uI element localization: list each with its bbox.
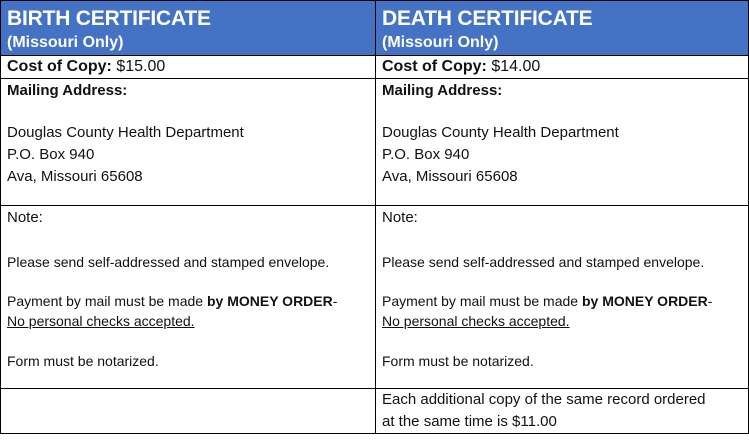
additional-copy-row bbox=[1, 389, 749, 434]
birth-additional-cell bbox=[1, 389, 376, 434]
birth-mailing-label: Mailing Address: bbox=[7, 82, 128, 99]
death-mailing-label: Mailing Address: bbox=[382, 82, 503, 99]
death-note-label: Note: bbox=[382, 209, 418, 226]
death-notarized-note: Form must be notarized. bbox=[382, 353, 534, 369]
birth-envelope-note: Please send self-addressed and stamped envelope. bbox=[7, 254, 330, 270]
cost-row bbox=[1, 56, 749, 79]
birth-cost-cell bbox=[1, 56, 376, 79]
birth-certificate-header bbox=[1, 1, 376, 56]
death-notes-cell bbox=[376, 206, 749, 389]
birth-address-line2: P.O. Box 940 bbox=[7, 146, 95, 163]
birth-payment-bold: by MONEY ORDER bbox=[206, 293, 333, 309]
death-address bbox=[382, 122, 742, 188]
birth-address bbox=[7, 122, 369, 188]
death-additional-line1: Each additional copy of the same record ordered bbox=[382, 391, 706, 408]
header-row bbox=[1, 1, 749, 56]
birth-address-line3: Ava, Missouri 65608 bbox=[7, 168, 143, 185]
death-payment-dash: - bbox=[707, 293, 713, 309]
death-no-checks: No personal checks accepted. bbox=[382, 313, 570, 329]
death-payment-prefix: Payment by mail must be made bbox=[382, 293, 582, 309]
mailing-row bbox=[1, 79, 749, 206]
death-envelope-note: Please send self-addressed and stamped envelope. bbox=[382, 254, 705, 270]
birth-certificate-subtitle: (Missouri Only) bbox=[7, 34, 124, 51]
death-address-line3: Ava, Missouri 65608 bbox=[382, 168, 518, 185]
death-cost-label: Cost of Copy: bbox=[382, 58, 487, 75]
birth-payment-dash: - bbox=[332, 293, 338, 309]
birth-notes-cell bbox=[1, 206, 376, 389]
death-mailing-cell bbox=[376, 79, 749, 206]
death-address-line2: P.O. Box 940 bbox=[382, 146, 470, 163]
death-payment-note bbox=[382, 291, 742, 331]
notes-row bbox=[1, 206, 749, 389]
death-certificate-subtitle: (Missouri Only) bbox=[382, 34, 499, 51]
death-additional-cell bbox=[376, 389, 749, 434]
birth-note-label: Note: bbox=[7, 209, 43, 226]
death-cost-value: $14.00 bbox=[486, 58, 541, 75]
birth-notarized-note: Form must be notarized. bbox=[7, 353, 159, 369]
birth-payment-note bbox=[7, 291, 369, 331]
birth-cost-value: $15.00 bbox=[111, 58, 166, 75]
birth-payment-prefix: Payment by mail must be made bbox=[7, 293, 207, 309]
death-additional-line2: at the same time is $11.00 bbox=[382, 413, 557, 430]
death-address-line1: Douglas County Health Department bbox=[382, 124, 619, 141]
death-payment-bold: by MONEY ORDER bbox=[581, 293, 708, 309]
birth-certificate-title: BIRTH CERTIFICATE bbox=[7, 7, 211, 30]
death-certificate-title: DEATH CERTIFICATE bbox=[382, 7, 593, 30]
birth-cost-label: Cost of Copy: bbox=[7, 58, 112, 75]
death-cost-cell bbox=[376, 56, 749, 79]
birth-mailing-cell bbox=[1, 79, 376, 206]
birth-no-checks: No personal checks accepted. bbox=[7, 313, 195, 329]
death-certificate-header bbox=[376, 1, 749, 56]
birth-address-line1: Douglas County Health Department bbox=[7, 124, 244, 141]
